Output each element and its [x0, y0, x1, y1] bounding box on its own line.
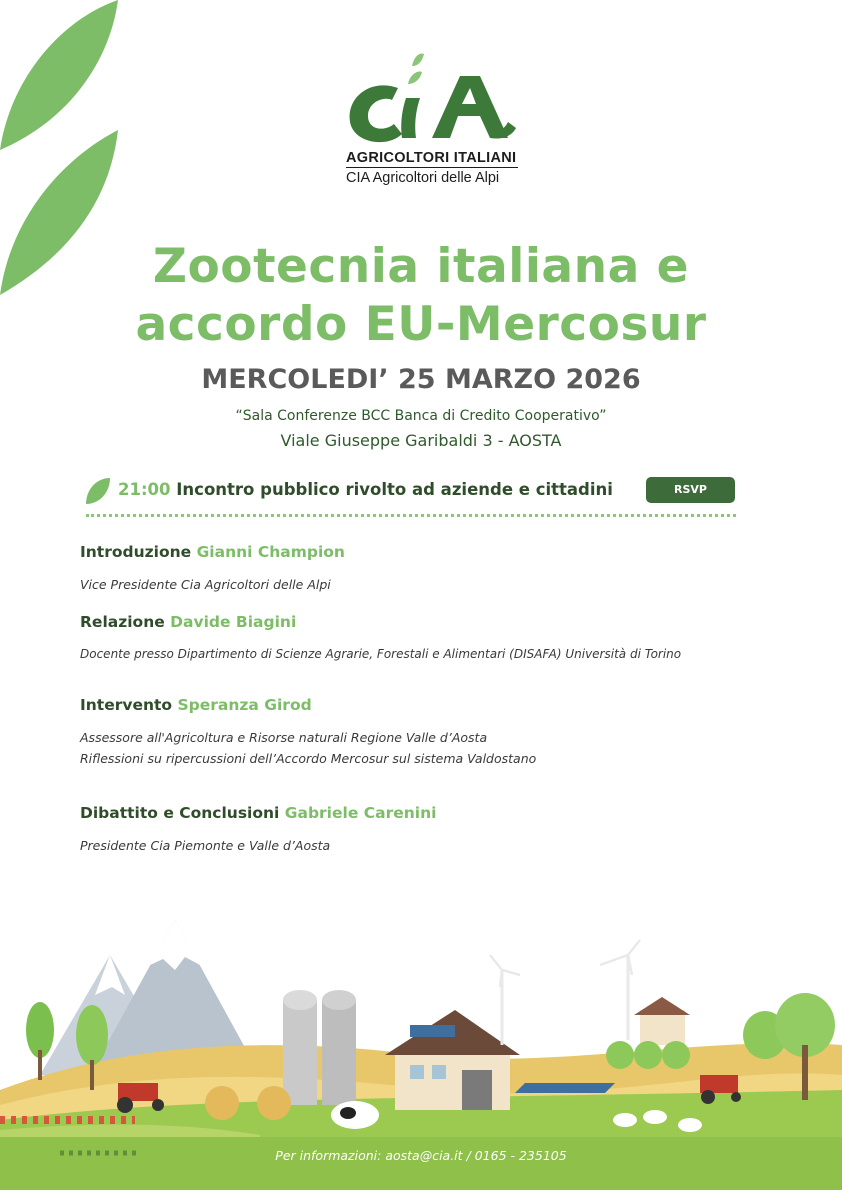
program-speaker-details: [80, 644, 681, 665]
program-speaker: Davide Biagini: [170, 613, 297, 631]
program-role: Dibattito e Conclusioni: [80, 804, 280, 822]
program-detail-line: Riflessioni su ripercussioni dell’Accordo Mercosur sul sistema Valdostano: [80, 751, 537, 766]
program-speaker-details: [80, 727, 536, 769]
event-venue: “Sala Conferenze BCC Banca di Credito Cooperativo”: [235, 408, 607, 424]
program-detail-line: Vice Presidente Cia Agricoltori delle Alpi: [80, 577, 331, 592]
program-item-heading: [80, 613, 681, 631]
program-item-heading: [80, 696, 536, 714]
program-role: Introduzione: [80, 543, 192, 561]
program-item: [80, 696, 536, 769]
program-speaker-details: [80, 835, 436, 856]
program-role: Intervento: [80, 696, 173, 714]
program-speaker: Gabriele Carenini: [284, 804, 437, 822]
program-detail-line: Docente presso Dipartimento di Scienze Agrarie, Forestali e Alimentari (DISAFA) Università di Torino: [80, 647, 682, 661]
program-speaker-details: [80, 574, 345, 595]
program-item-heading: [80, 804, 436, 822]
event-title-line2: accordo EU-Mercosur: [135, 297, 707, 352]
leaf-icon: [84, 476, 112, 506]
logo-tagline-secondary: CIA Agricoltori delle Alpi: [346, 170, 500, 186]
event-title: [0, 238, 842, 354]
program-speaker: Gianni Champion: [196, 543, 345, 561]
program-speaker: Speranza Girod: [177, 696, 312, 714]
event-description: Incontro pubblico rivolto ad aziende e cittadini: [176, 480, 613, 499]
event-address: Viale Giuseppe Garibaldi 3 - AOSTA: [280, 431, 562, 450]
program-detail-line: Presidente Cia Piemonte e Valle d’Aosta: [80, 838, 331, 853]
event-time: 21:00: [118, 480, 171, 499]
event-date: MERCOLEDI’ 25 MARZO 2026: [201, 364, 641, 395]
contact-info: Per informazioni: aosta@cia.it / 0165 - 235105: [275, 1148, 567, 1163]
program-item: [80, 613, 681, 665]
event-schedule: [118, 480, 613, 499]
logo-tagline-primary: AGRICOLTORI ITALIANI: [346, 150, 517, 166]
event-title-line1: Zootecnia italiana e: [152, 239, 690, 294]
program-item-heading: [80, 543, 345, 561]
program-role: Relazione: [80, 613, 165, 631]
program-detail-line: Assessore all'Agricoltura e Risorse naturali Regione Valle d’Aosta: [80, 730, 488, 745]
rsvp-button[interactable]: RSVP: [646, 477, 735, 503]
program-item: [80, 543, 345, 595]
program-item: [80, 804, 436, 856]
dotted-divider: [86, 514, 736, 517]
